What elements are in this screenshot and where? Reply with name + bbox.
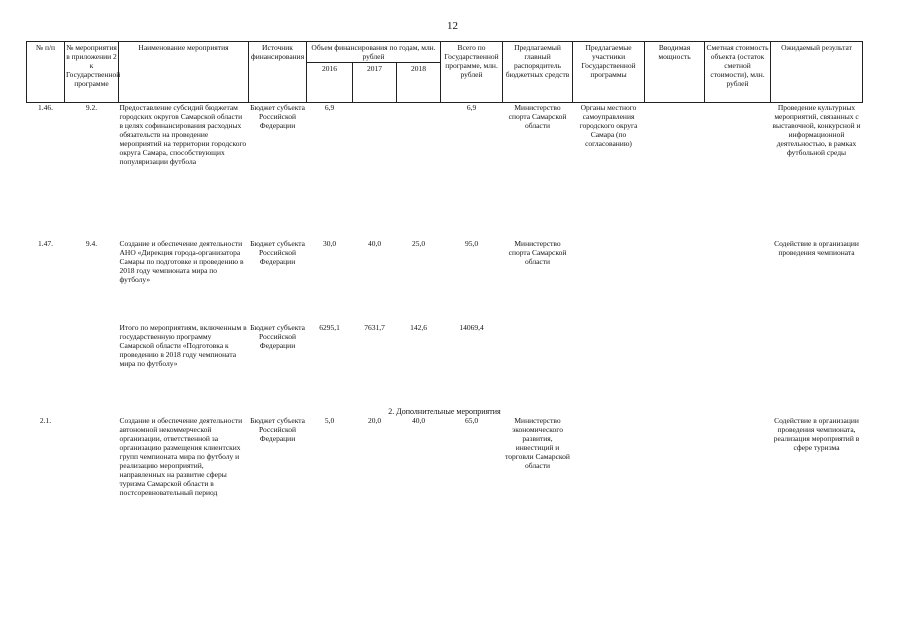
cell-name: Предоставление субсидий бюджетам городских округов Самарской области в целях софинансирования расходных обязательств на проведение мероприятий на территории городского округа Самара, способствующих популяризации футбола — [119, 103, 247, 166]
table-row — [27, 239, 863, 323]
header-total: Всего по Государственной программе, млн. рублей — [441, 42, 503, 103]
cell-result: Содействие в организации проведения чемпионата, реализация мероприятий в сфере туризма — [773, 415, 860, 452]
header-volume: Объем финансирования по годам, млн. рублей — [307, 42, 441, 63]
header-admin: Предлагаемый главный распорядитель бюджетных средств — [503, 42, 573, 103]
cell-participants — [573, 239, 645, 323]
cell-2016: 6,9 — [324, 103, 335, 112]
cell-2018: 142,6 — [410, 322, 427, 332]
header-no: № п/п — [27, 42, 65, 103]
cell-name: Создание и обеспечение деятельности АНО «Дирекция города-организатора Самары по подготовке и проведению в 2018 году чемпионата мира по футболу» — [119, 238, 244, 284]
cell-2017: 20,0 — [367, 415, 382, 425]
cell-capacity — [645, 239, 705, 323]
cell-admin: Министерство спорта Самарской области — [508, 238, 567, 266]
cell-total: 65,0 — [464, 415, 479, 425]
header-result: Ожидаемый результат — [771, 42, 863, 103]
cell-2018: 40,0 — [411, 415, 426, 425]
cell-cost — [705, 416, 771, 497]
page-number: 12 — [447, 20, 458, 32]
cell-total: 6,9 — [466, 103, 477, 112]
cell-event-no: 9.2. — [85, 103, 98, 112]
cell-result: Проведение культурных мероприятий, связанных с выставочной, конкурсной и информационной деятельностью, в рамках футбольной среды — [772, 103, 861, 157]
section-row — [27, 407, 863, 416]
cell-source: Бюджет субъекта Российской Федерации — [250, 415, 305, 443]
cell-cost — [705, 103, 771, 239]
cell-participants — [573, 323, 645, 407]
cell-2016: 5,0 — [324, 415, 335, 425]
cell-total: 95,0 — [464, 238, 479, 248]
events-table — [26, 41, 863, 497]
cell-source: Бюджет субъекта Российской Федерации — [250, 103, 305, 130]
cell-name: Создание и обеспечение деятельности автономной некоммерческой организации, ответственной за организацию размещения клиентских групп чемпионата мира по футболу и реализацию мероприятий, направленных на развитие сферы туризма Самарской области в постсоревновательный период — [119, 415, 243, 497]
cell-source: Бюджет субъекта Российской Федерации — [250, 322, 305, 350]
cell-name: Итого по мероприятиям, включенным в государственную программу Самарской области «Подготовка к проведению в 2018 году чемпионата мира по футболу» — [119, 322, 247, 368]
cell-capacity — [645, 323, 705, 407]
header-year-2016: 2016 — [307, 63, 353, 103]
cell-participants: Органы местного самоуправления городского округа Самара (по согласованию) — [579, 103, 638, 148]
cell-2016: 30,0 — [322, 238, 337, 248]
cell-no: 1.46. — [38, 103, 53, 112]
header-participants: Предлагаемые участники Государственной программы — [573, 42, 645, 103]
cell-no: 2.1. — [39, 415, 52, 425]
header-year-2017: 2017 — [353, 63, 397, 103]
cell-2017 — [353, 103, 397, 239]
table-row-total — [27, 323, 863, 407]
cell-capacity — [645, 103, 705, 239]
header-name: Наименование мероприятия — [119, 42, 249, 103]
header-capacity: Вводимая мощность — [645, 42, 705, 103]
cell-event-no — [65, 416, 119, 497]
cell-source: Бюджет субъекта Российской Федерации — [250, 238, 305, 266]
header-source: Источник финансирования — [249, 42, 307, 103]
cell-event-no — [65, 323, 119, 407]
cell-2018: 25,0 — [411, 238, 426, 248]
cell-2016: 6295,1 — [319, 322, 340, 332]
table-row — [27, 103, 863, 239]
header-event-no: № мероприятия в приложении 2 к Государственной программе — [65, 42, 119, 103]
cell-2017: 7631,7 — [364, 322, 385, 332]
section-title: 2. Дополнительные мероприятия — [388, 406, 501, 416]
cell-cost — [705, 323, 771, 407]
cell-total: 14069,4 — [459, 322, 484, 332]
cell-cost — [705, 239, 771, 323]
cell-2017: 40,0 — [367, 238, 382, 248]
cell-admin: Министерство экономического развития, инвестиций и торговли Самарской области — [505, 415, 570, 470]
table-row — [27, 416, 863, 497]
cell-result: Содействие в организации проведения чемпионата — [774, 238, 859, 257]
header-cost: Сметная стоимость объекта (остаток сметной стоимости), млн. рублей — [705, 42, 771, 103]
cell-no — [27, 323, 65, 407]
cell-admin — [503, 323, 573, 407]
cell-capacity — [645, 416, 705, 497]
cell-event-no: 9.4. — [85, 238, 98, 248]
cell-no: 1.47. — [38, 238, 53, 248]
cell-2018 — [397, 103, 441, 239]
cell-admin: Министерство спорта Самарской области — [508, 103, 567, 130]
cell-participants — [573, 416, 645, 497]
cell-result — [771, 323, 863, 407]
header-year-2018: 2018 — [397, 63, 441, 103]
